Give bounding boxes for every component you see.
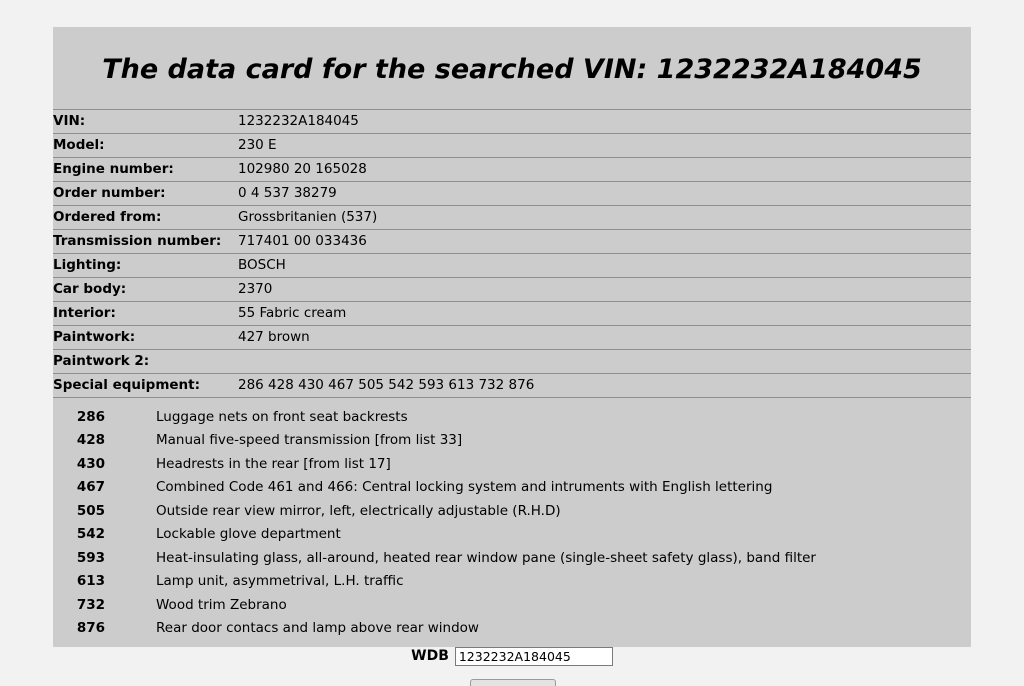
row-value: 1232232A184045	[238, 110, 971, 134]
row-label: Lighting:	[53, 254, 238, 278]
equipment-code: 286	[76, 408, 105, 425]
row-value	[238, 350, 971, 374]
row-label: Special equipment:	[53, 374, 238, 398]
table-row	[53, 182, 971, 206]
row-label: Model:	[53, 134, 238, 158]
table-row	[53, 302, 971, 326]
equipment-description: Heat-insulating glass, all-around, heated rear window pane (single-sheet safety glass), band filter	[156, 549, 816, 566]
list-item	[53, 546, 971, 570]
row-value: 102980 20 165028	[238, 158, 971, 182]
vin-search-form	[0, 645, 1024, 666]
row-value: BOSCH	[238, 254, 971, 278]
row-value: 230 E	[238, 134, 971, 158]
list-item	[53, 617, 971, 641]
row-value: Grossbritanien (537)	[238, 206, 971, 230]
equipment-code: 428	[76, 432, 105, 449]
equipment-description: Headrests in the rear [from list 17]	[156, 455, 391, 472]
row-label: Ordered from:	[53, 206, 238, 230]
table-row	[53, 230, 971, 254]
row-value: 0 4 537 38279	[238, 182, 971, 206]
list-item	[53, 429, 971, 453]
list-item	[53, 405, 971, 429]
list-item	[53, 523, 971, 547]
equipment-code: 467	[76, 479, 105, 496]
equipment-description: Luggage nets on front seat backrests	[156, 408, 408, 425]
list-item	[53, 452, 971, 476]
table-row	[53, 350, 971, 374]
list-item	[53, 476, 971, 500]
equipment-code: 613	[76, 573, 105, 590]
equipment-description: Outside rear view mirror, left, electrically adjustable (R.H.D)	[156, 502, 561, 519]
table-row	[53, 278, 971, 302]
vin-search-row	[411, 647, 613, 666]
data-card	[53, 27, 971, 647]
equipment-code: 542	[76, 526, 105, 543]
list-item	[53, 593, 971, 617]
row-label: Order number:	[53, 182, 238, 206]
list-item	[53, 499, 971, 523]
table-row	[53, 374, 971, 398]
special-equipment-list	[53, 398, 971, 647]
table-row	[53, 134, 971, 158]
page-title: The data card for the searched VIN: 1232232A184045	[102, 54, 922, 85]
row-value: 286 428 430 467 505 542 593 613 732 876	[238, 374, 971, 398]
wdb-prefix-label: WDB	[411, 648, 449, 664]
row-label: Paintwork:	[53, 326, 238, 350]
row-value: 55 Fabric cream	[238, 302, 971, 326]
row-label: Interior:	[53, 302, 238, 326]
table-row	[53, 110, 971, 134]
equipment-code: 505	[76, 502, 105, 519]
equipment-code: 732	[76, 596, 105, 613]
equipment-code: 430	[76, 455, 105, 472]
list-item	[53, 570, 971, 594]
table-row	[53, 326, 971, 350]
vin-input[interactable]	[455, 647, 613, 666]
submit-button[interactable]	[470, 679, 556, 686]
row-label: Engine number:	[53, 158, 238, 182]
equipment-description: Combined Code 461 and 466: Central locking system and intruments with English lettering	[156, 479, 773, 496]
specification-table	[53, 109, 971, 398]
row-label: VIN:	[53, 110, 238, 134]
equipment-code: 593	[76, 549, 105, 566]
row-value: 717401 00 033436	[238, 230, 971, 254]
equipment-description: Rear door contacs and lamp above rear window	[156, 620, 479, 637]
equipment-description: Manual five-speed transmission [from list 33]	[156, 432, 463, 449]
row-value: 2370	[238, 278, 971, 302]
row-label: Paintwork 2:	[53, 350, 238, 374]
table-row	[53, 158, 971, 182]
row-value: 427 brown	[238, 326, 971, 350]
table-row	[53, 206, 971, 230]
table-row	[53, 254, 971, 278]
row-label: Car body:	[53, 278, 238, 302]
equipment-description: Lamp unit, asymmetrival, L.H. traffic	[156, 573, 404, 590]
row-label: Transmission number:	[53, 230, 238, 254]
equipment-description: Lockable glove department	[156, 526, 341, 543]
equipment-description: Wood trim Zebrano	[156, 596, 287, 613]
list-spacer	[53, 398, 971, 405]
equipment-code: 876	[76, 620, 105, 637]
specification-table-body	[53, 110, 971, 398]
